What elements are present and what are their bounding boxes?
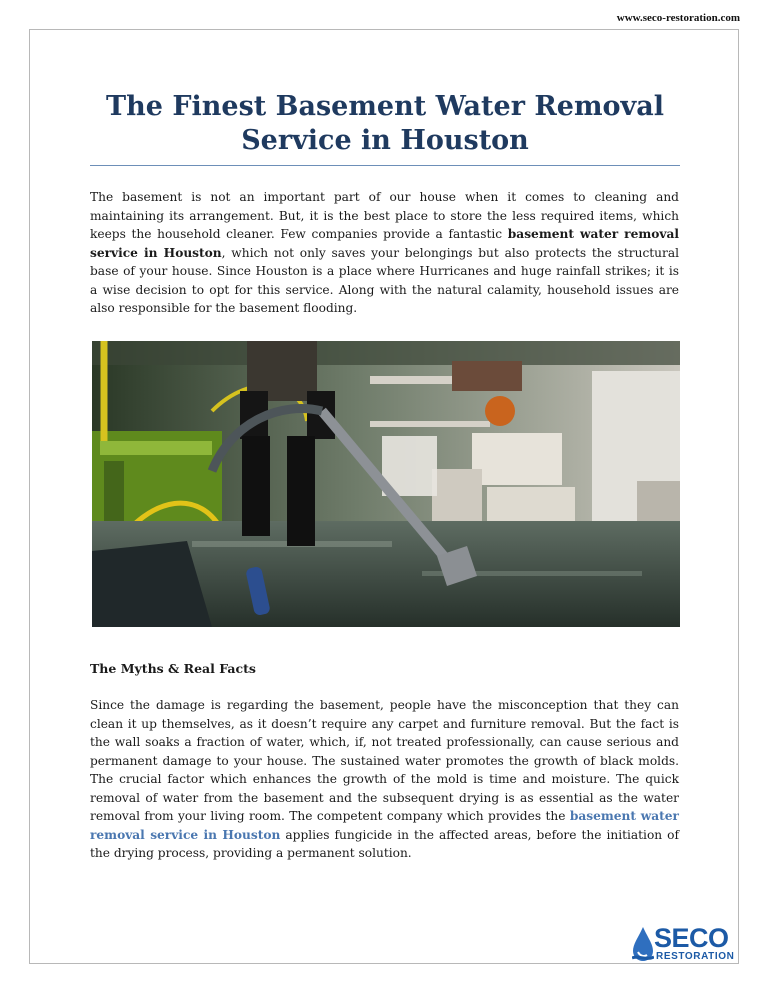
- section-heading: The Myths & Real Facts: [90, 661, 256, 676]
- intro-paragraph: [90, 188, 679, 318]
- site-url: www.seco-restoration.com: [616, 12, 740, 24]
- service-link[interactable]: basement water removal service in Houston: [90, 809, 679, 842]
- intro-text-1: The basement is not an important part of our house when it comes to cleaning and maintaining its arrangement. But, it is the best place to store the less required items, which keeps the household cleaner. Few companies provide a fantastic: [90, 190, 679, 241]
- section-text-1: Since the damage is regarding the basement, people have the misconception that they can clean it up themselves, as it doesn’t require any carpet and furniture removal. But the fact is the wall soaks a fraction of water, which, if, not treated professionally, can cause serious and permanent damage to your house. The sustained water promotes the growth of black molds. The crucial factor which enhances the growth of the mold is time and moisture. The quick removal of water from the basement and the subsequent drying is as essential as the water removal from your living room. The competent company which provides the: [90, 698, 679, 823]
- logo-name: SECO: [654, 923, 729, 953]
- section-paragraph: [90, 696, 679, 863]
- title-divider: [90, 165, 680, 166]
- page-title: The Finest Basement Water Removal Service in Houston: [106, 91, 664, 156]
- intro-text-2: , which not only saves your belongings but also protects the structural base of your house. Since Houston is a place where Hurricanes and huge rainfall strikes; it is a wise decision to opt for this service. Along with the natural calamity, household issues are also responsible for the basement flooding.: [90, 245, 680, 315]
- flooded-basement-photo: [92, 341, 680, 627]
- intro-bold-phrase: basement water removal service in Houston: [90, 227, 679, 260]
- water-drop-icon: [632, 926, 654, 962]
- section-text-2: applies fungicide in the affected areas, before the initiation of the drying process, providing a permanent solution.: [90, 827, 680, 860]
- logo-tagline: RESTORATION: [656, 951, 735, 962]
- seco-logo: [632, 923, 740, 966]
